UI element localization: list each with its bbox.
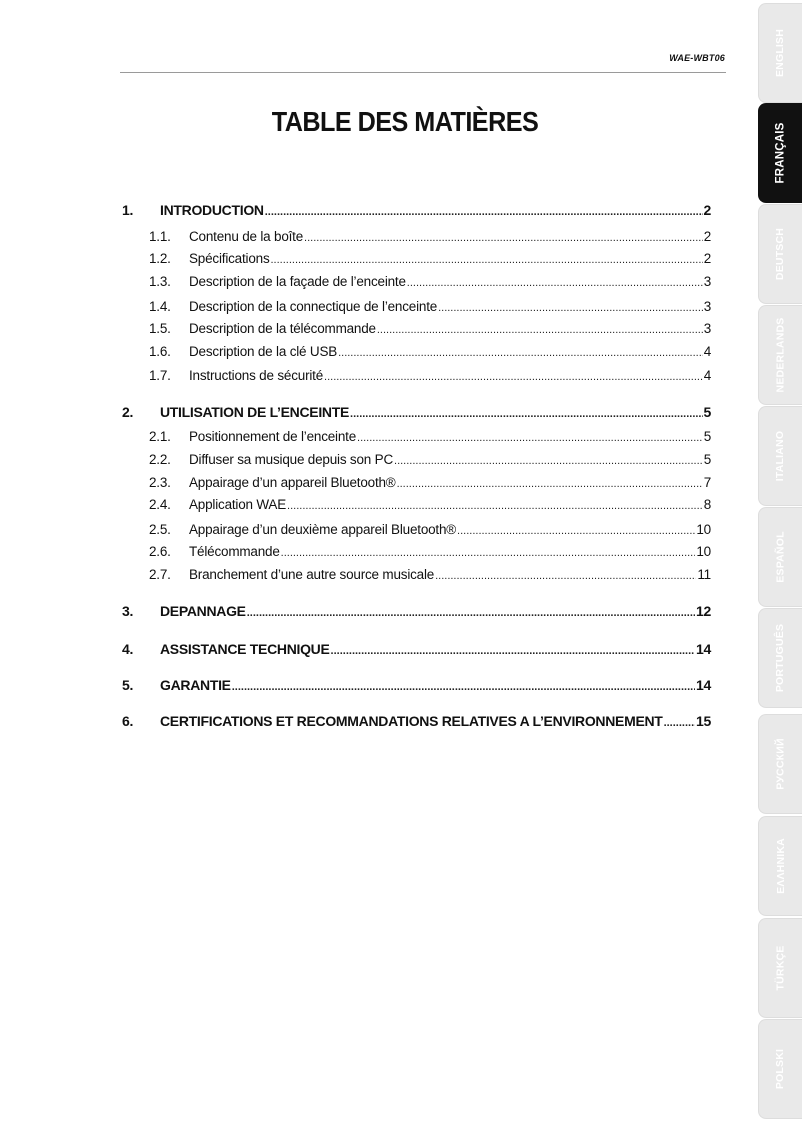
language-tab-strip (756, 0, 802, 1122)
toc-title: CERTIFICATIONS ET RECOMMANDATIONS RELATIVES A L’ENVIRONNEMENT (160, 713, 663, 729)
toc-entry-application-wae[interactable] (122, 496, 711, 515)
toc-entry-positionnement[interactable] (122, 428, 711, 447)
toc-title: Spécifications (189, 251, 270, 266)
toc-dot-leader (457, 522, 695, 540)
toc-title: Description de la clé USB (189, 344, 338, 359)
toc-number: 2.5. (149, 522, 171, 537)
toc-title: Télécommande (189, 544, 280, 559)
tab-francais[interactable] (758, 103, 802, 203)
tab-label: РУССКИЙ (774, 738, 787, 790)
toc-title: Description de la façade de l’enceinte (189, 274, 406, 289)
toc-page-number: 8 (703, 497, 711, 512)
tab-label: DEUTSCH (774, 227, 787, 281)
toc-dot-leader (281, 544, 696, 562)
page-title: TABLE DES MATIÈRES (271, 106, 539, 137)
tab-label: FRANÇAIS (774, 122, 787, 184)
tab-deutsch[interactable] (758, 204, 802, 304)
toc-page-number: 14 (696, 641, 711, 657)
toc-page-number: 4 (703, 344, 711, 359)
toc-page-number: 15 (696, 713, 711, 729)
model-number: WAE-WBT06 (669, 53, 725, 63)
toc-title: Application WAE (189, 497, 287, 512)
toc-page-number: 10 (696, 522, 711, 537)
toc-page-number: 3 (703, 299, 711, 314)
toc-dot-leader (377, 321, 703, 339)
tab-label: POLSKI (774, 1048, 787, 1090)
toc-dot-leader (350, 405, 702, 423)
toc-page-number: 14 (696, 677, 711, 693)
toc-title: Contenu de la boîte (189, 229, 304, 244)
toc-entry-specifications[interactable] (122, 250, 711, 269)
toc-number: 1.2. (149, 251, 171, 266)
toc-entry-securite[interactable] (122, 367, 711, 386)
toc-page-number: 11 (697, 567, 711, 582)
tab-label: ENGLISH (774, 28, 787, 78)
toc-page-number: 5 (703, 452, 711, 467)
toc-entry-assistance[interactable] (122, 640, 711, 660)
toc-page-number: 2 (703, 202, 711, 218)
toc-dot-leader (265, 203, 703, 221)
toc-title: DEPANNAGE (160, 603, 246, 619)
toc-number: 2.2. (149, 452, 171, 467)
tab-label: ESPAÑOL (774, 531, 787, 583)
toc-number: 2.4. (149, 497, 171, 512)
toc-number: 2. (122, 404, 134, 420)
toc-entry-introduction[interactable] (122, 201, 711, 221)
toc-title: Description de la connectique de l’enceinte (189, 299, 438, 314)
toc-number: 1.1. (149, 229, 171, 244)
tab-greek[interactable] (758, 816, 802, 916)
tab-russian[interactable] (758, 714, 802, 814)
toc-title: ASSISTANCE TECHNIQUE (160, 641, 330, 657)
toc-title: UTILISATION DE L’ENCEINTE (160, 404, 350, 420)
tab-espanol[interactable] (758, 507, 802, 607)
toc-dot-leader (407, 274, 703, 292)
toc-page-number: 2 (703, 251, 711, 266)
toc-number: 1.4. (149, 299, 171, 314)
toc-title: Positionnement de l’enceinte (189, 429, 357, 444)
tab-portugues[interactable] (758, 608, 802, 708)
toc-dot-leader (247, 604, 695, 622)
toc-entry-utilisation[interactable] (122, 403, 711, 423)
toc-title: GARANTIE (160, 677, 231, 693)
tab-nederlands[interactable] (758, 305, 802, 405)
toc-number: 2.1. (149, 429, 171, 444)
toc-number: 3. (122, 603, 134, 619)
toc-number: 6. (122, 713, 134, 729)
tab-english[interactable] (758, 3, 802, 103)
toc-title: Instructions de sécurité (189, 368, 324, 383)
tab-turkce[interactable] (758, 918, 802, 1018)
toc-entry-depannage[interactable] (122, 602, 711, 622)
toc-title: Appairage d’un deuxième appareil Bluetooth® (189, 522, 457, 537)
toc-title: Diffuser sa musique depuis son PC (189, 452, 394, 467)
toc-page-number: 12 (696, 603, 711, 619)
toc-number: 1.5. (149, 321, 171, 336)
toc-title: INTRODUCTION (160, 202, 264, 218)
toc-number: 1.3. (149, 274, 171, 289)
toc-entry-connectique[interactable] (122, 298, 711, 317)
toc-dot-leader (232, 678, 695, 696)
toc-page-number: 2 (703, 229, 711, 244)
toc-page-number: 4 (703, 368, 711, 383)
tab-italiano[interactable] (758, 406, 802, 506)
toc-dot-leader (438, 299, 703, 317)
toc-entry-diffuser[interactable] (122, 451, 711, 470)
toc-dot-leader (394, 452, 703, 470)
toc-number: 2.7. (149, 567, 171, 582)
toc-entry-facade[interactable] (122, 273, 711, 292)
tab-label: TÜRKÇE (774, 945, 787, 991)
toc-entry-certifications[interactable] (122, 712, 711, 732)
toc-title: Description de la télécommande (189, 321, 376, 336)
toc-dot-leader (435, 567, 696, 585)
toc-dot-leader (397, 475, 703, 493)
header-divider (120, 72, 726, 73)
toc-number: 5. (122, 677, 134, 693)
toc-page-number: 3 (703, 274, 711, 289)
tab-polski[interactable] (758, 1019, 802, 1119)
toc-page-number: 10 (696, 544, 711, 559)
toc-number: 1.6. (149, 344, 171, 359)
toc-title: Branchement d’une autre source musicale (189, 567, 435, 582)
toc-entry-cle-usb[interactable] (122, 343, 711, 362)
toc-dot-leader (324, 368, 703, 386)
tab-label: NEDERLANDS (774, 317, 787, 393)
toc-dot-leader (331, 642, 695, 660)
toc-page-number: 3 (703, 321, 711, 336)
toc-entry-appairage[interactable] (122, 474, 711, 493)
toc-number: 2.6. (149, 544, 171, 559)
toc-dot-leader (338, 344, 703, 362)
tab-label: ITALIANO (774, 430, 787, 482)
toc-number: 1. (122, 202, 134, 218)
toc-number: 4. (122, 641, 134, 657)
toc-page-number: 5 (703, 404, 711, 420)
toc-entry-contenu[interactable] (122, 228, 711, 247)
toc-number: 2.3. (149, 475, 171, 490)
toc-entry-branchement[interactable] (122, 566, 711, 585)
toc-entry-garantie[interactable] (122, 676, 711, 696)
tab-label: PORTUGUÊS (774, 623, 787, 693)
toc-dot-leader (304, 229, 703, 247)
toc-entry-deuxieme-appareil[interactable] (122, 521, 711, 540)
toc-page-number: 5 (703, 429, 711, 444)
toc-entry-telecommande-description[interactable] (122, 320, 711, 339)
toc-number: 1.7. (149, 368, 171, 383)
toc-page-number: 7 (703, 475, 711, 490)
toc-dot-leader (357, 429, 703, 447)
toc-dot-leader (271, 251, 703, 269)
toc-entry-telecommande[interactable] (122, 543, 711, 562)
tab-label: ΕΛΛΗΝΙΚΑ (774, 838, 787, 894)
toc-title: Appairage d’un appareil Bluetooth® (189, 475, 396, 490)
toc-dot-leader (664, 714, 695, 732)
toc-dot-leader (287, 497, 703, 515)
